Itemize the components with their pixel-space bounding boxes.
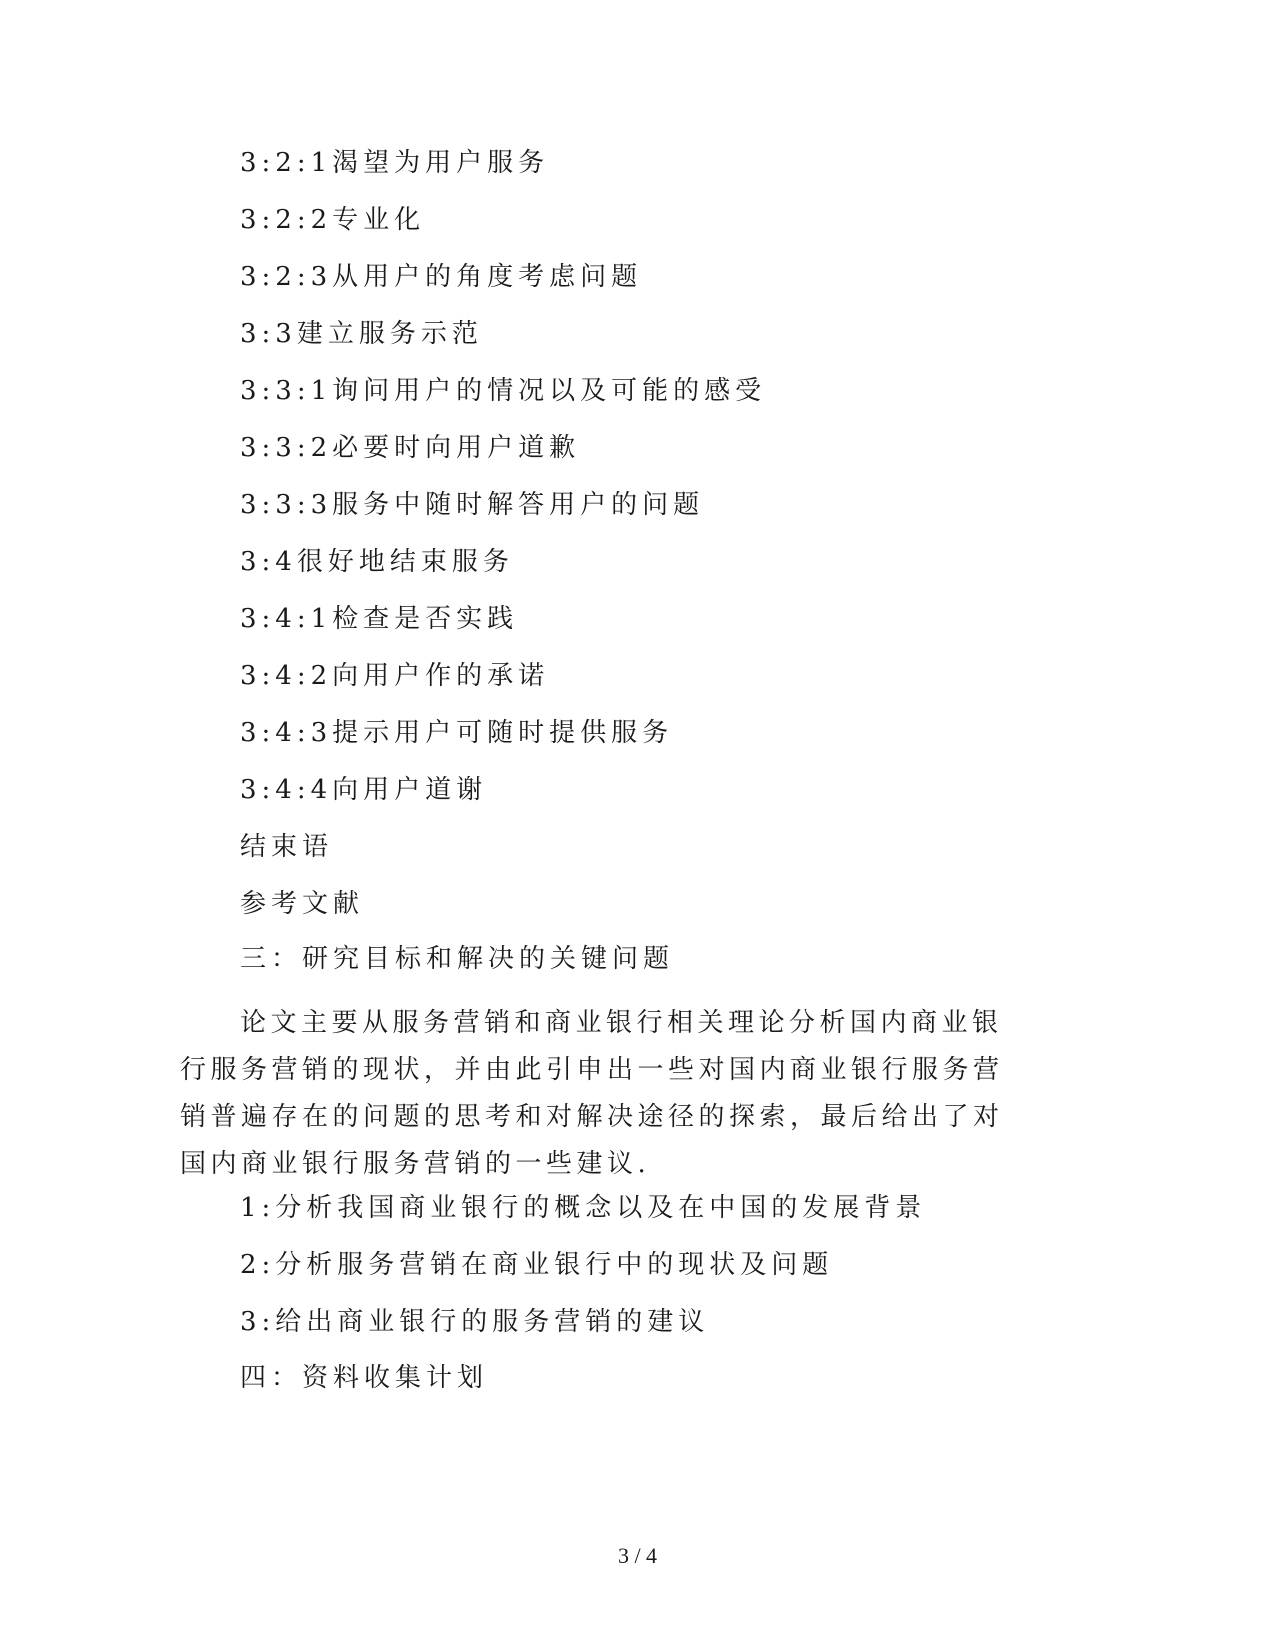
outline-item: 3:3:1询问用户的情况以及可能的感受 bbox=[240, 376, 767, 406]
outline-item: 3:2:2专业化 bbox=[240, 205, 426, 235]
outline-item: 3:3:2必要时向用户道歉 bbox=[240, 433, 581, 463]
body-paragraph: 论文主要从服务营销和商业银行相关理论分析国内商业银行服务营销的现状，并由此引申出一些对国内商业银行服务营销普遍存在的问题的思考和对解决途径的探索，最后给出了对国内商业银行服务营销的一些建议. bbox=[180, 1008, 1004, 1179]
outline-item: 3:4:4向用户道谢 bbox=[240, 775, 488, 805]
outline-item: 3:4很好地结束服务 bbox=[240, 547, 514, 577]
goal-item: 3:给出商业银行的服务营销的建议 bbox=[240, 1307, 710, 1337]
section-heading: 四：资料收集计划 bbox=[240, 1363, 489, 1393]
outline-item: 结束语 bbox=[240, 832, 334, 862]
outline-item: 3:2:1渴望为用户服务 bbox=[240, 148, 550, 178]
outline-item: 3:2:3从用户的角度考虑问题 bbox=[240, 262, 643, 292]
page-number: 3 / 4 bbox=[617, 1543, 658, 1568]
outline-item: 3:4:1检查是否实践 bbox=[240, 604, 519, 634]
outline-item: 3:3建立服务示范 bbox=[240, 319, 483, 349]
goal-item: 2:分析服务营销在商业银行中的现状及问题 bbox=[240, 1250, 834, 1280]
outline-item: 3:4:2向用户作的承诺 bbox=[240, 661, 550, 691]
outline-item: 3:4:3提示用户可随时提供服务 bbox=[240, 718, 674, 748]
outline-item: 3:3:3服务中随时解答用户的问题 bbox=[240, 490, 705, 520]
section-heading: 三：研究目标和解决的关键问题 bbox=[240, 944, 675, 974]
goal-item: 1:分析我国商业银行的概念以及在中国的发展背景 bbox=[240, 1193, 927, 1223]
outline-item: 参考文献 bbox=[240, 889, 365, 919]
